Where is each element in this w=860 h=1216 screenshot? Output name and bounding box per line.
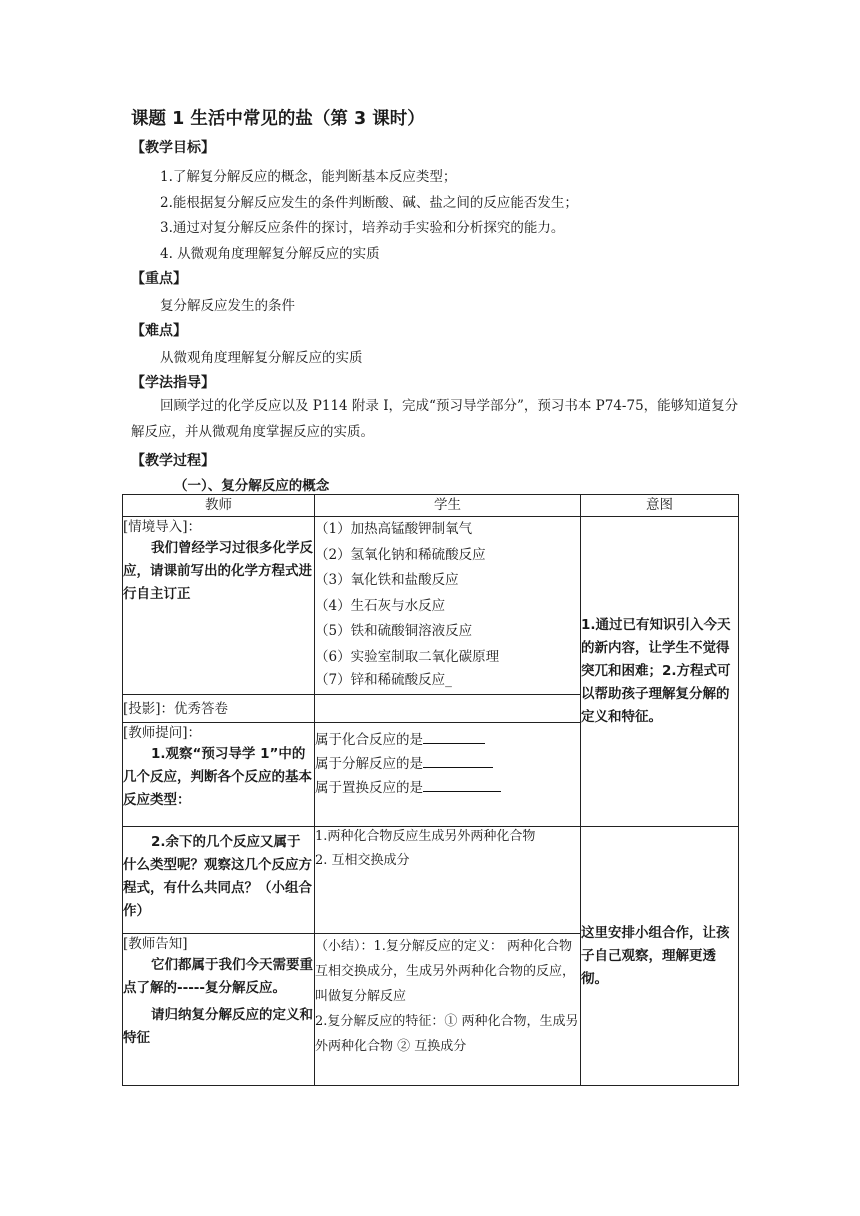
study-guide-heading: 【学法指导】 — [131, 375, 215, 391]
teacher-text: 请归纳复分解反应的定义和特征 — [123, 1007, 313, 1046]
student-text: 2.复分解反应的特征：① 两种化合物，生成另外两种化合物 ② 互换成分 — [315, 1014, 579, 1054]
teacher-cell — [123, 517, 315, 695]
teacher-cell — [123, 723, 315, 827]
answer-blank — [423, 779, 501, 792]
header-teacher: 教师 — [123, 495, 315, 517]
student-item: 1.两种化合物反应生成另外两种化合物 — [315, 829, 536, 844]
student-item — [315, 728, 580, 752]
table-row — [123, 517, 739, 695]
table-row — [123, 827, 739, 934]
objective-item: 3.通过对复分解反应条件的探讨，培养动手实验和分析探究的能力。 — [160, 220, 565, 236]
teacher-text: 1.观察“预习导学 1”中的几个反应，判断各个反应的基本反应类型： — [123, 746, 312, 808]
teacher-tag: [教师提问]： — [123, 725, 202, 741]
lesson-table — [122, 494, 739, 1086]
answer-blank — [423, 755, 493, 768]
intent-cell — [581, 517, 739, 827]
objective-item: 4. 从微观角度理解复分解反应的实质 — [160, 246, 380, 262]
student-item — [315, 776, 580, 800]
student-cell — [315, 517, 581, 695]
teacher-tag: [教师告知] — [123, 936, 188, 952]
student-item: （7）锌和稀硫酸反应_ — [315, 672, 452, 688]
student-item: 2. 互相交换成分 — [315, 853, 410, 868]
intent-text: 这里安排小组合作，让孩子自己观察，理解更透彻。 — [581, 924, 730, 987]
student-item — [315, 752, 580, 776]
student-cell — [315, 827, 581, 934]
lesson-title: 课题 1 生活中常见的盐（第 3 课时） — [131, 109, 425, 129]
answer-blank — [423, 731, 485, 744]
student-item: （2）氢氧化钠和稀硫酸反应 — [315, 546, 486, 563]
intent-text: 1.通过已有知识引入今天的新内容，让学生不觉得突兀和困难；2.方程式可以帮助孩子理解复分解的定义和特征。 — [581, 617, 731, 725]
teacher-tag: [情境导入]： — [123, 519, 202, 535]
student-item-label: 属于分解反应的是 — [315, 756, 423, 772]
student-text: （小结）：1.复分解反应的定义： 两种化合物互相交换成分，生成另外两种化合物的反应，叫做复分解反应 — [315, 939, 576, 1004]
teacher-cell — [123, 934, 315, 1086]
teacher-text: 我们曾经学习过很多化学反应，请课前写出的化学方程式进行自主订正 — [123, 540, 313, 602]
student-item: （1）加热高锰酸钾制氧气 — [315, 521, 473, 537]
header-student: 学生 — [315, 495, 581, 517]
teacher-text: 2.余下的几个反应又属于什么类型呢？观察这几个反应方程式，有什么共同点？（小组合作） — [123, 834, 312, 919]
student-cell — [315, 934, 581, 1086]
difficulty-text: 从微观角度理解复分解反应的实质 — [160, 350, 363, 366]
teacher-text: [投影]：优秀答卷 — [123, 701, 229, 717]
teacher-text: 它们都属于我们今天需要重点了解的-----复分解反应。 — [123, 957, 313, 996]
process-heading: 【教学过程】 — [131, 453, 215, 469]
student-item: （6）实验室制取二氧化碳原理 — [315, 648, 500, 665]
difficulty-heading: 【难点】 — [131, 323, 187, 339]
intent-cell — [581, 827, 739, 1086]
key-point-text: 复分解反应发生的条件 — [160, 298, 295, 314]
student-item-label: 属于置换反应的是 — [315, 780, 423, 796]
header-intent: 意图 — [581, 495, 739, 517]
student-item: （3）氧化铁和盐酸反应 — [315, 572, 459, 588]
student-item: （5）铁和硫酸铜溶液反应 — [315, 623, 473, 639]
student-cell — [315, 723, 581, 827]
process-subheading: （一）、复分解反应的概念 — [174, 478, 330, 494]
study-guide-text: 回顾学过的化学反应以及 P114 附录 I，完成“预习导学部分”，预习书本 P74-75，能够知道复分解反应，并从微观角度掌握反应的实质。 — [131, 398, 739, 440]
teacher-cell — [123, 695, 315, 723]
teacher-cell — [123, 827, 315, 934]
objective-item: 2.能根据复分解反应发生的条件判断酸、碱、盐之间的反应能否发生； — [160, 195, 578, 211]
table-header-row — [123, 495, 739, 517]
objectives-heading: 【教学目标】 — [131, 140, 215, 156]
key-point-heading: 【重点】 — [131, 271, 187, 287]
student-item-label: 属于化合反应的是 — [315, 732, 423, 748]
objective-item: 1.了解复分解反应的概念，能判断基本反应类型； — [160, 169, 457, 185]
student-cell — [315, 695, 581, 723]
student-item: （4）生石灰与水反应 — [315, 597, 446, 614]
